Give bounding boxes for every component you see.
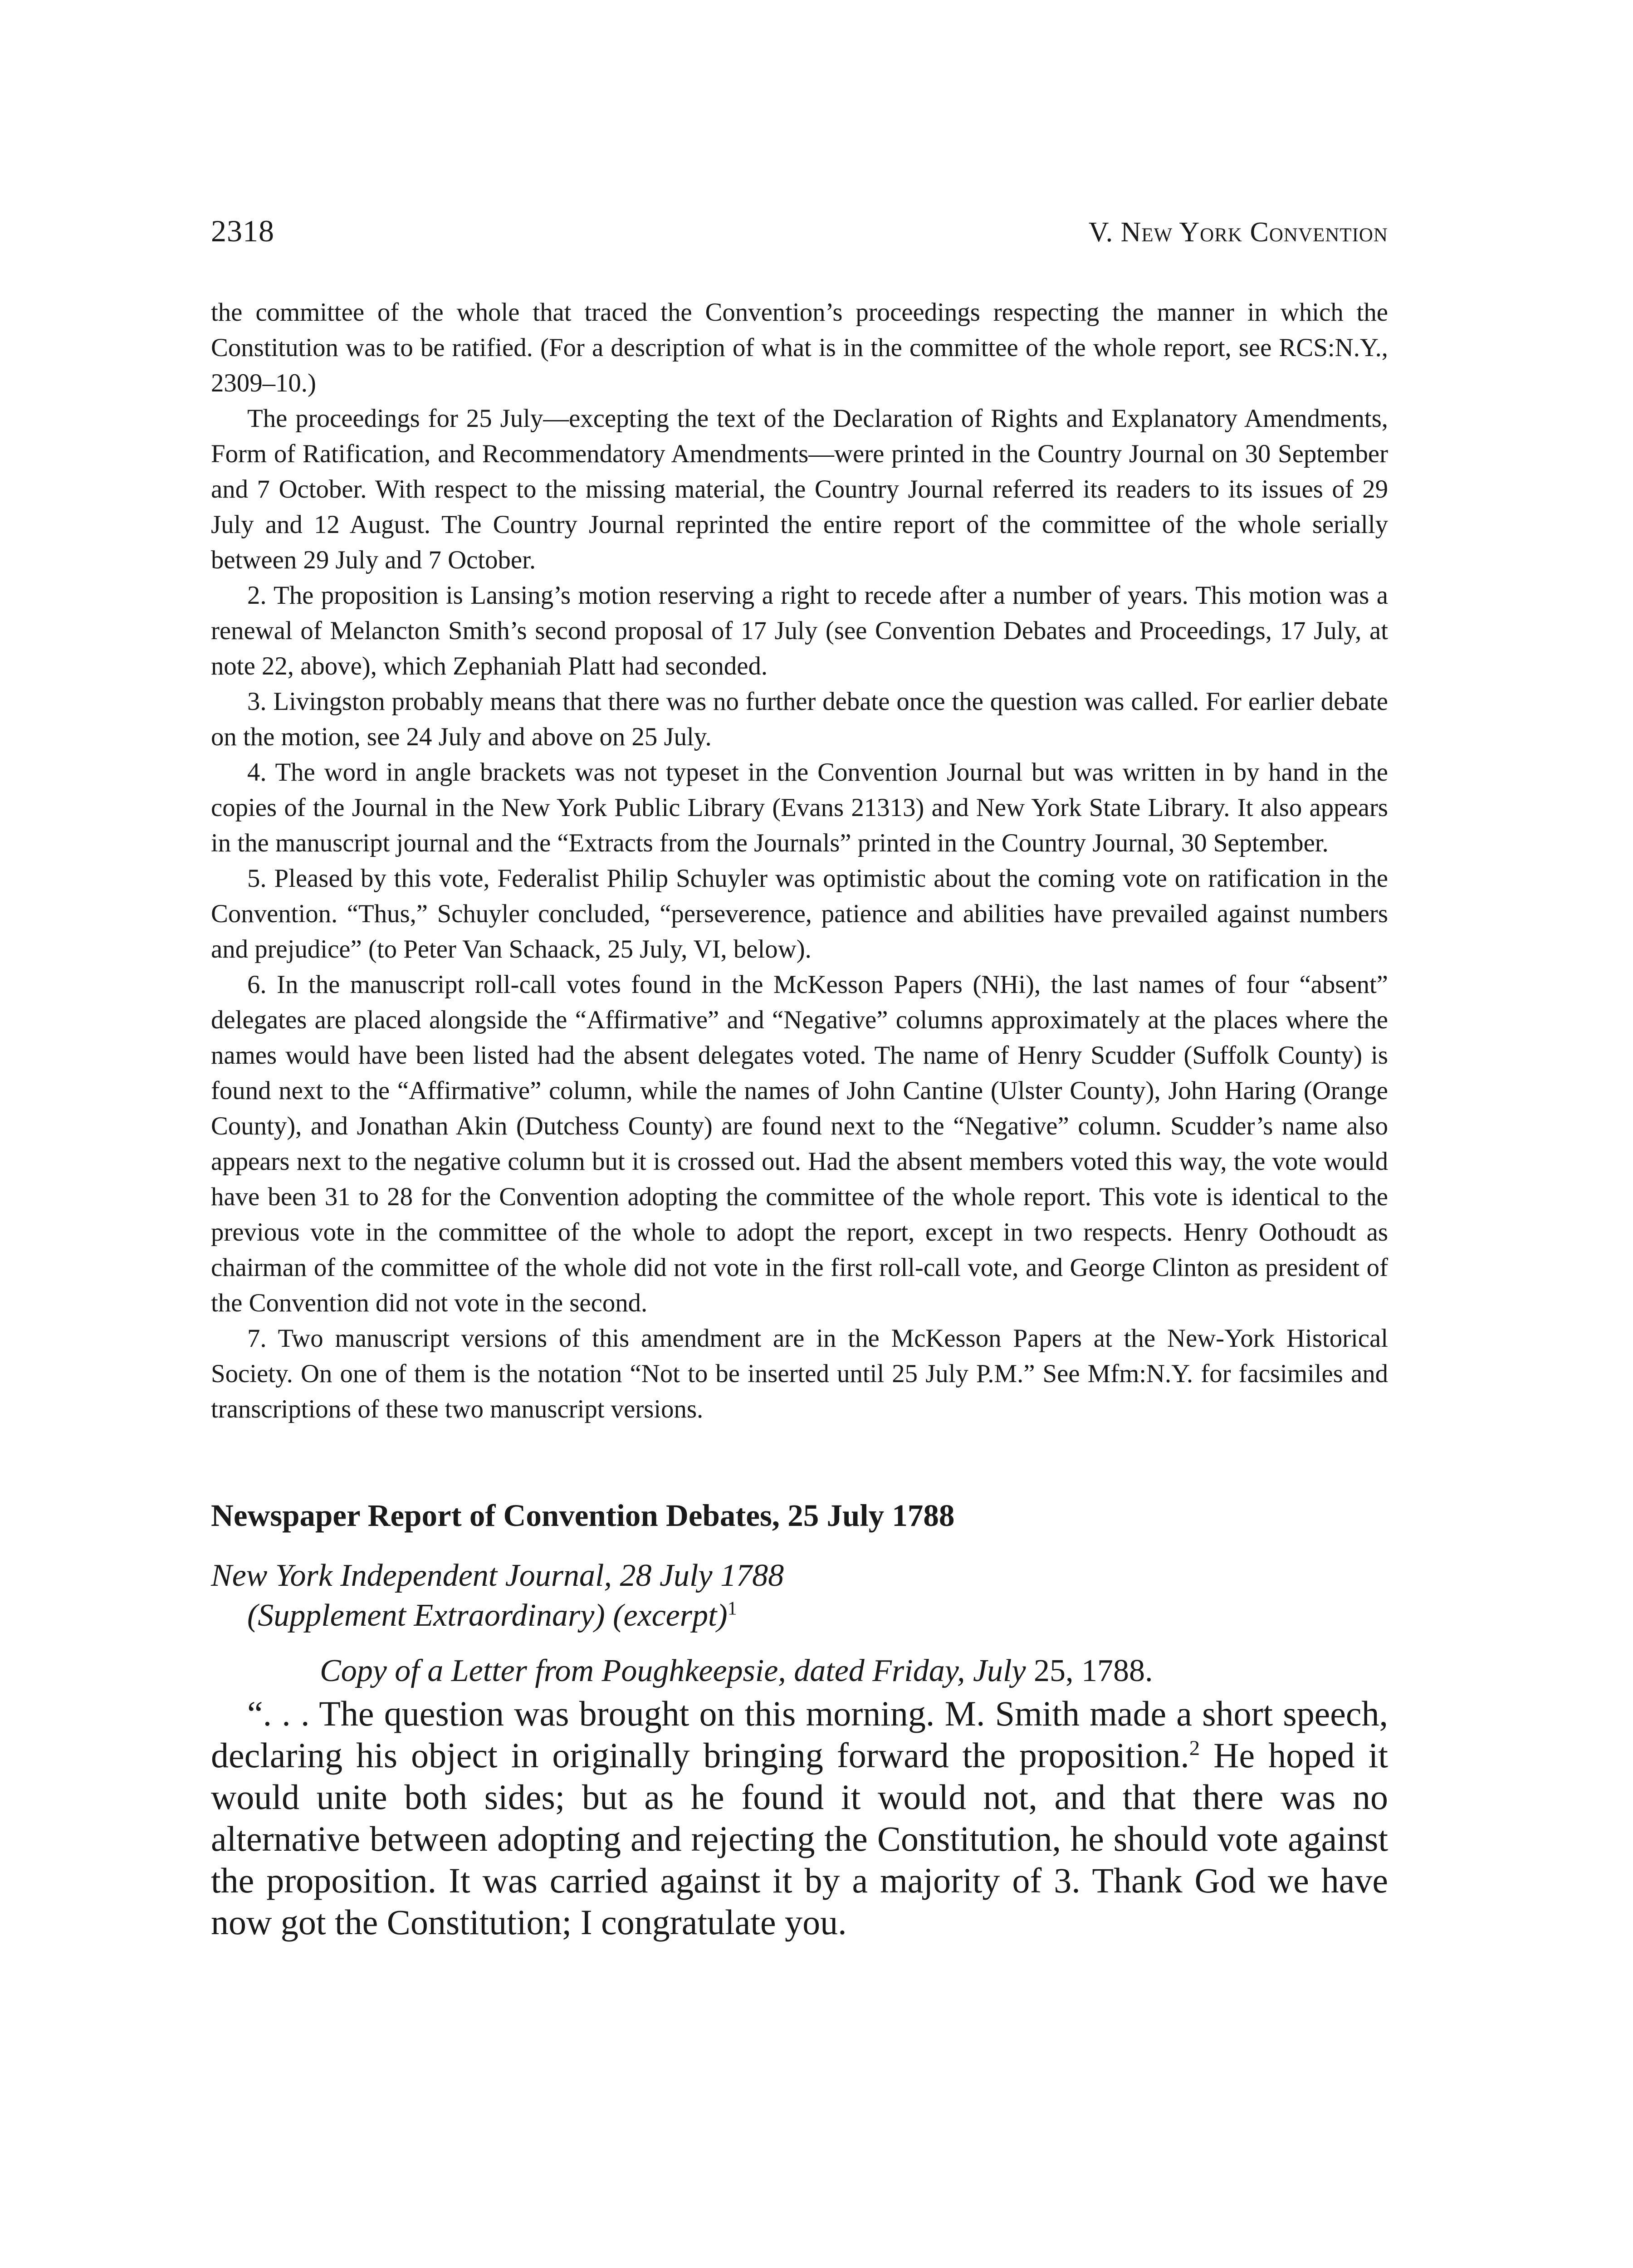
note-7: 7. Two manuscript versions of this amendment are in the McKesson Papers at the New-York Historical Society. On one of them is the notation “Not to be inserted until 25 July P.M.” See Mfm:N.Y. for facsimiles and transcriptions of these two manuscript versions. xyxy=(211,1324,1388,1423)
running-title-text: New York Convention xyxy=(1120,217,1388,248)
page xyxy=(211,213,1388,1943)
body-text-part-1: “. . . The question was brought on this morning. M. Smith made a short speech, declaring his object in originally bringing forward the proposition. xyxy=(211,1694,1388,1775)
document-title: Newspaper Report of Convention Debates, 25 July 1788 xyxy=(211,1498,955,1533)
source-line-2-text: (Supplement Extraordinary) (excerpt) xyxy=(247,1598,728,1633)
running-title xyxy=(1089,216,1388,249)
footnote-marker-2: 2 xyxy=(1189,1736,1200,1760)
document-source xyxy=(211,1556,1388,1636)
endnotes xyxy=(211,295,1388,1427)
dateline-date: 25, 1788. xyxy=(1026,1653,1153,1688)
document-body xyxy=(211,1693,1388,1943)
dateline-italic: Copy of a Letter from Poughkeepsie, dated Friday, July xyxy=(320,1653,1026,1688)
page-number: 2318 xyxy=(211,214,274,248)
source-line-1: New York Independent Journal, 28 July 1788 xyxy=(211,1558,784,1593)
running-title-prefix: V. xyxy=(1088,217,1114,248)
note-4: 4. The word in angle brackets was not typeset in the Convention Journal but was written in by hand in the copies of the Journal in the New York Public Library (Evans 21313) and New York State Library. It also appears in the manuscript journal and the “Extracts from the Journals” printed in the Country Journal, 30 September. xyxy=(211,758,1388,857)
note-2: 2. The proposition is Lansing’s motion reserving a right to recede after a number of years. This motion was a renewal of Melancton Smith’s second proposal of 17 July (see Convention Debates and Proceedings, 17 July, at note 22, above), which Zephaniah Platt had seconded. xyxy=(211,581,1388,680)
dateline xyxy=(211,1651,1388,1691)
note-5: 5. Pleased by this vote, Federalist Philip Schuyler was optimistic about the coming vote on ratification in the Convention. “Thus,” Schuyler concluded, “perseverence, patience and abilities have prevailed against numbers and prejudice” (to Peter Van Schaack, 25 July, VI, below). xyxy=(211,864,1388,963)
source-line-2 xyxy=(211,1596,1388,1636)
note-paragraph: The proceedings for 25 July—excepting the text of the Declaration of Rights and Explanatory Amendments, Form of Ratification, and Recommendatory Amendments—were printed in the Country Journal on 30 September and 7 October. With respect to the missing material, the Country Journal referred its readers to its issues of 29 July and 12 August. The Country Journal reprinted the entire report of the committee of the whole serially between 29 July and 7 October. xyxy=(211,404,1388,574)
note-continuation: the committee of the whole that traced the Convention’s proceedings respecting the manner in which the Constitution was to be ratified. (For a description of what is in the committee of the whole report, see RCS:N.Y., 2309–10.) xyxy=(211,298,1388,397)
body-text-part-2: He hoped it would unite both sides; but as he found it would not, and that there was no alternative between adopting and rejecting the Constitution, he should vote against the proposition. It was carried against it by a majority of 3. Thank God we have now got the Constitution; I congratulate you. xyxy=(211,1735,1388,1942)
note-6: 6. In the manuscript roll-call votes found in the McKesson Papers (NHi), the last names of four “absent” delegates are placed alongside the “Affirmative” and “Negative” columns approximately at the places where the names would have been listed had the absent delegates voted. The name of Henry Scudder (Suffolk County) is found next to the “Affirmative” column, while the names of John Cantine (Ulster County), John Haring (Orange County), and Jonathan Akin (Dutchess County) are found next to the “Negative” column. Scudder’s name also appears next to the negative column but it is crossed out. Had the absent members voted this way, the vote would have been 31 to 28 for the Convention adopting the committee of the whole report. This vote is identical to the previous vote in the committee of the whole to adopt the report, except in two respects. Henry Oothoudt as chairman of the committee of the whole did not vote in the first roll-call vote, and George Clinton as president of the Convention did not vote in the second. xyxy=(211,970,1388,1317)
running-head xyxy=(211,213,1388,268)
footnote-marker-1: 1 xyxy=(727,1598,737,1619)
note-3: 3. Livingston probably means that there was no further debate once the question was called. For earlier debate on the motion, see 24 July and above on 25 July. xyxy=(211,687,1388,751)
